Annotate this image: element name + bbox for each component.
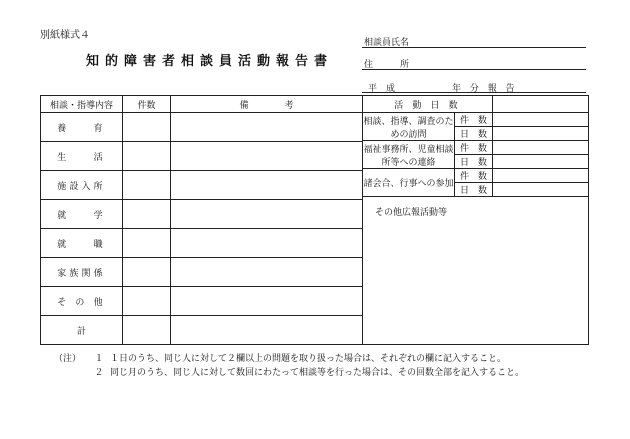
value-cell[interactable] (493, 183, 589, 197)
table-row (41, 200, 363, 229)
row-label-family-relations: 家族関係 (41, 258, 123, 287)
notes-prefix: （注） (54, 354, 82, 364)
table-row (41, 287, 363, 316)
table-row (41, 171, 363, 200)
address-label: 住 所 (364, 60, 410, 70)
group-label-meetings: 諸会合、行事への参加 (363, 169, 455, 197)
counselor-name-line[interactable] (362, 47, 586, 48)
note-text: １日のうち、同じ人に対して２欄以上の問題を取り扱った場合は、それぞれの欄に記入すること。 (110, 354, 507, 364)
count-cell[interactable] (123, 316, 171, 345)
year-label: 平 成 (368, 84, 396, 94)
value-cell[interactable] (493, 127, 589, 141)
col-header-count: 件数 (123, 96, 171, 113)
year-line[interactable] (362, 92, 586, 93)
value-cell[interactable] (493, 141, 589, 155)
other-pr-activities-cell[interactable] (363, 197, 589, 345)
row-label-living: 生 活 (41, 142, 123, 171)
count-cell[interactable] (123, 171, 171, 200)
count-cell[interactable] (123, 287, 171, 316)
note-text: 同じ月のうち、同じ人に対して数回にわたって相談等を行った場合は、その回数全部を記入すること。 (110, 368, 525, 378)
remarks-cell[interactable] (171, 113, 363, 142)
value-cell[interactable] (493, 155, 589, 169)
col-header-remarks: 備 考 (171, 96, 363, 113)
row-label-schooling: 就 学 (41, 200, 123, 229)
sub-label-days: 日 数 (455, 155, 493, 169)
activity-days-header-blank (493, 96, 589, 113)
remarks-cell[interactable] (171, 171, 363, 200)
value-cell[interactable] (493, 169, 589, 183)
remarks-cell[interactable] (171, 229, 363, 258)
sub-label-count: 件 数 (455, 141, 493, 155)
remarks-cell[interactable] (171, 200, 363, 229)
sub-label-count: 件 数 (455, 113, 493, 127)
value-cell[interactable] (493, 113, 589, 127)
col-header-content: 相談・指導内容 (41, 96, 123, 113)
annual-report-label: 年 分 報 告 (452, 84, 518, 94)
activity-content-table (40, 95, 363, 345)
other-pr-activities-label: その他広報活動等 (375, 208, 448, 218)
document-title: 知的障害者相談員活動報告書 (86, 54, 334, 69)
row-label-upbringing: 養 育 (41, 113, 123, 142)
address-line[interactable] (362, 69, 586, 70)
notes (54, 352, 524, 380)
row-label-facility-admission: 施設入所 (41, 171, 123, 200)
row-label-total: 計 (41, 316, 123, 345)
row-label-other: そ の 他 (41, 287, 123, 316)
count-cell[interactable] (123, 142, 171, 171)
group-label-liaison: 福祉事務所、児童相談所等への連絡 (363, 141, 455, 169)
row-label-employment: 就 職 (41, 229, 123, 258)
remarks-cell[interactable] (171, 287, 363, 316)
table-row (41, 142, 363, 171)
counselor-name-label: 相談員氏名 (364, 38, 410, 48)
table-row (41, 316, 363, 345)
activity-days-header: 活 動 日 数 (363, 96, 493, 113)
count-cell[interactable] (123, 113, 171, 142)
remarks-cell[interactable] (171, 316, 363, 345)
count-cell[interactable] (123, 229, 171, 258)
form-number: 別紙様式４ (40, 30, 90, 41)
sub-label-days: 日 数 (455, 183, 493, 197)
count-cell[interactable] (123, 200, 171, 229)
sub-label-days: 日 数 (455, 127, 493, 141)
remarks-cell[interactable] (171, 258, 363, 287)
table-row (41, 229, 363, 258)
table-row (41, 258, 363, 287)
sub-label-count: 件 数 (455, 169, 493, 183)
note-number: １ (94, 354, 104, 364)
activity-days-table (362, 95, 589, 345)
group-label-visits: 相談、指導、調査のための訪問 (363, 113, 455, 141)
note-number: ２ (94, 368, 104, 378)
remarks-cell[interactable] (171, 142, 363, 171)
table-row (41, 113, 363, 142)
count-cell[interactable] (123, 258, 171, 287)
